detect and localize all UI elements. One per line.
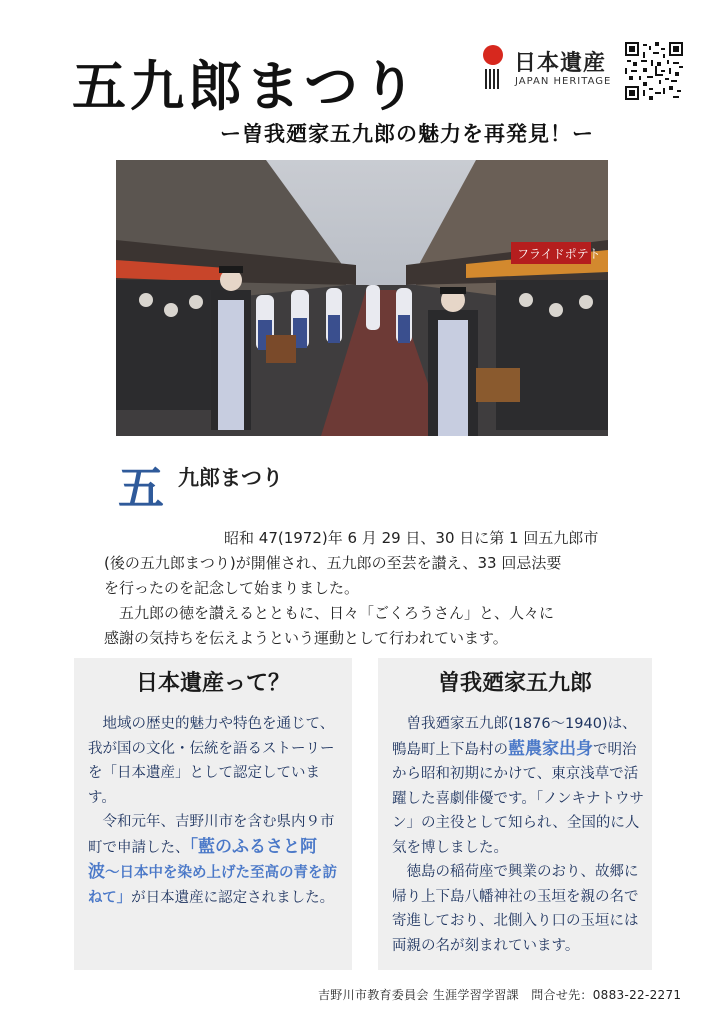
japan-heritage-info-box xyxy=(74,658,352,970)
festival-photo xyxy=(116,160,608,436)
logo-english-text: JAPAN HERITAGE xyxy=(515,76,612,87)
description-line: を行ったのを記念して始まりました。 xyxy=(104,579,360,597)
qr-code-icon[interactable] xyxy=(625,42,683,100)
japan-heritage-mark-icon xyxy=(482,44,504,90)
box-body xyxy=(88,712,342,910)
logo-japanese-text: 日本遺産 xyxy=(514,50,607,76)
box-body xyxy=(392,712,646,958)
section-heading: 九郎まつり xyxy=(178,466,283,490)
page-title: 五九郎まつり xyxy=(72,55,420,118)
highlight-text: 〜日本中を染め上げた至高の青を訪ねて」 xyxy=(88,865,337,906)
description-line: 五九郎の徳を讃えるとともに、日々「ごくろうさん」と、人々に xyxy=(104,604,555,622)
box-title: 曽我廼家五九郎 xyxy=(437,671,592,696)
text-run: 令和元年、吉野川市を含む県内９市町で申請した、 xyxy=(88,814,335,856)
shop-sign-text: フライドポテト xyxy=(517,247,601,261)
text-run: が日本遺産に認定されました。 xyxy=(131,889,335,906)
box-paragraph xyxy=(88,810,342,910)
section-initial-letter: 五 xyxy=(118,461,164,515)
highlight-text: 藍農家出身 xyxy=(508,738,593,759)
description-line: (後の五九郎まつり)が開催され、五九郎の至芸を讃え、33 回忌法要 xyxy=(104,554,562,572)
box-paragraph: 地域の歴史的魅力や特色を通じて、我が国の文化・伝統を語るストーリーを「日本遺産」として認定しています。 xyxy=(88,716,335,806)
description-line: 感謝の気持ちを伝えようという運動として行われています。 xyxy=(104,629,508,647)
text-run: 曽我廼家五九郎(1876〜1940)は、鴨島町上下島村の xyxy=(392,716,637,758)
festival-description xyxy=(104,526,624,651)
gokuro-profile-box xyxy=(378,658,652,970)
japan-heritage-logo xyxy=(482,44,612,94)
box-paragraph xyxy=(392,712,646,860)
festival-photo-illustration xyxy=(116,160,608,436)
text-run: で明治から昭和初期にかけて、東京浅草で活躍した喜劇俳優です。「ノンキナトウサン」の主役として知られ、全国的に人気を博しました。 xyxy=(392,741,645,856)
page-subtitle: ー曽我廼家五九郎の魅力を再発見！ー xyxy=(220,122,594,146)
box-paragraph: 徳島の稲荷座で興業のおり、故郷に帰り上下島八幡神社の玉垣を親の名で寄進しており、北側入り口の玉垣には両親の名が刻まれています。 xyxy=(392,864,639,954)
description-line: 昭和 47(1972)年 6 月 29 日、30 日に第 1 回五九郎市 xyxy=(104,529,599,547)
box-title: 日本遺産って？ xyxy=(135,671,290,696)
footer-contact: 吉野川市教育委員会 生涯学習学習課 問合せ先：0883-22-2271 xyxy=(318,988,682,1002)
highlight-text: 「藍のふるさと阿波 xyxy=(88,836,317,882)
